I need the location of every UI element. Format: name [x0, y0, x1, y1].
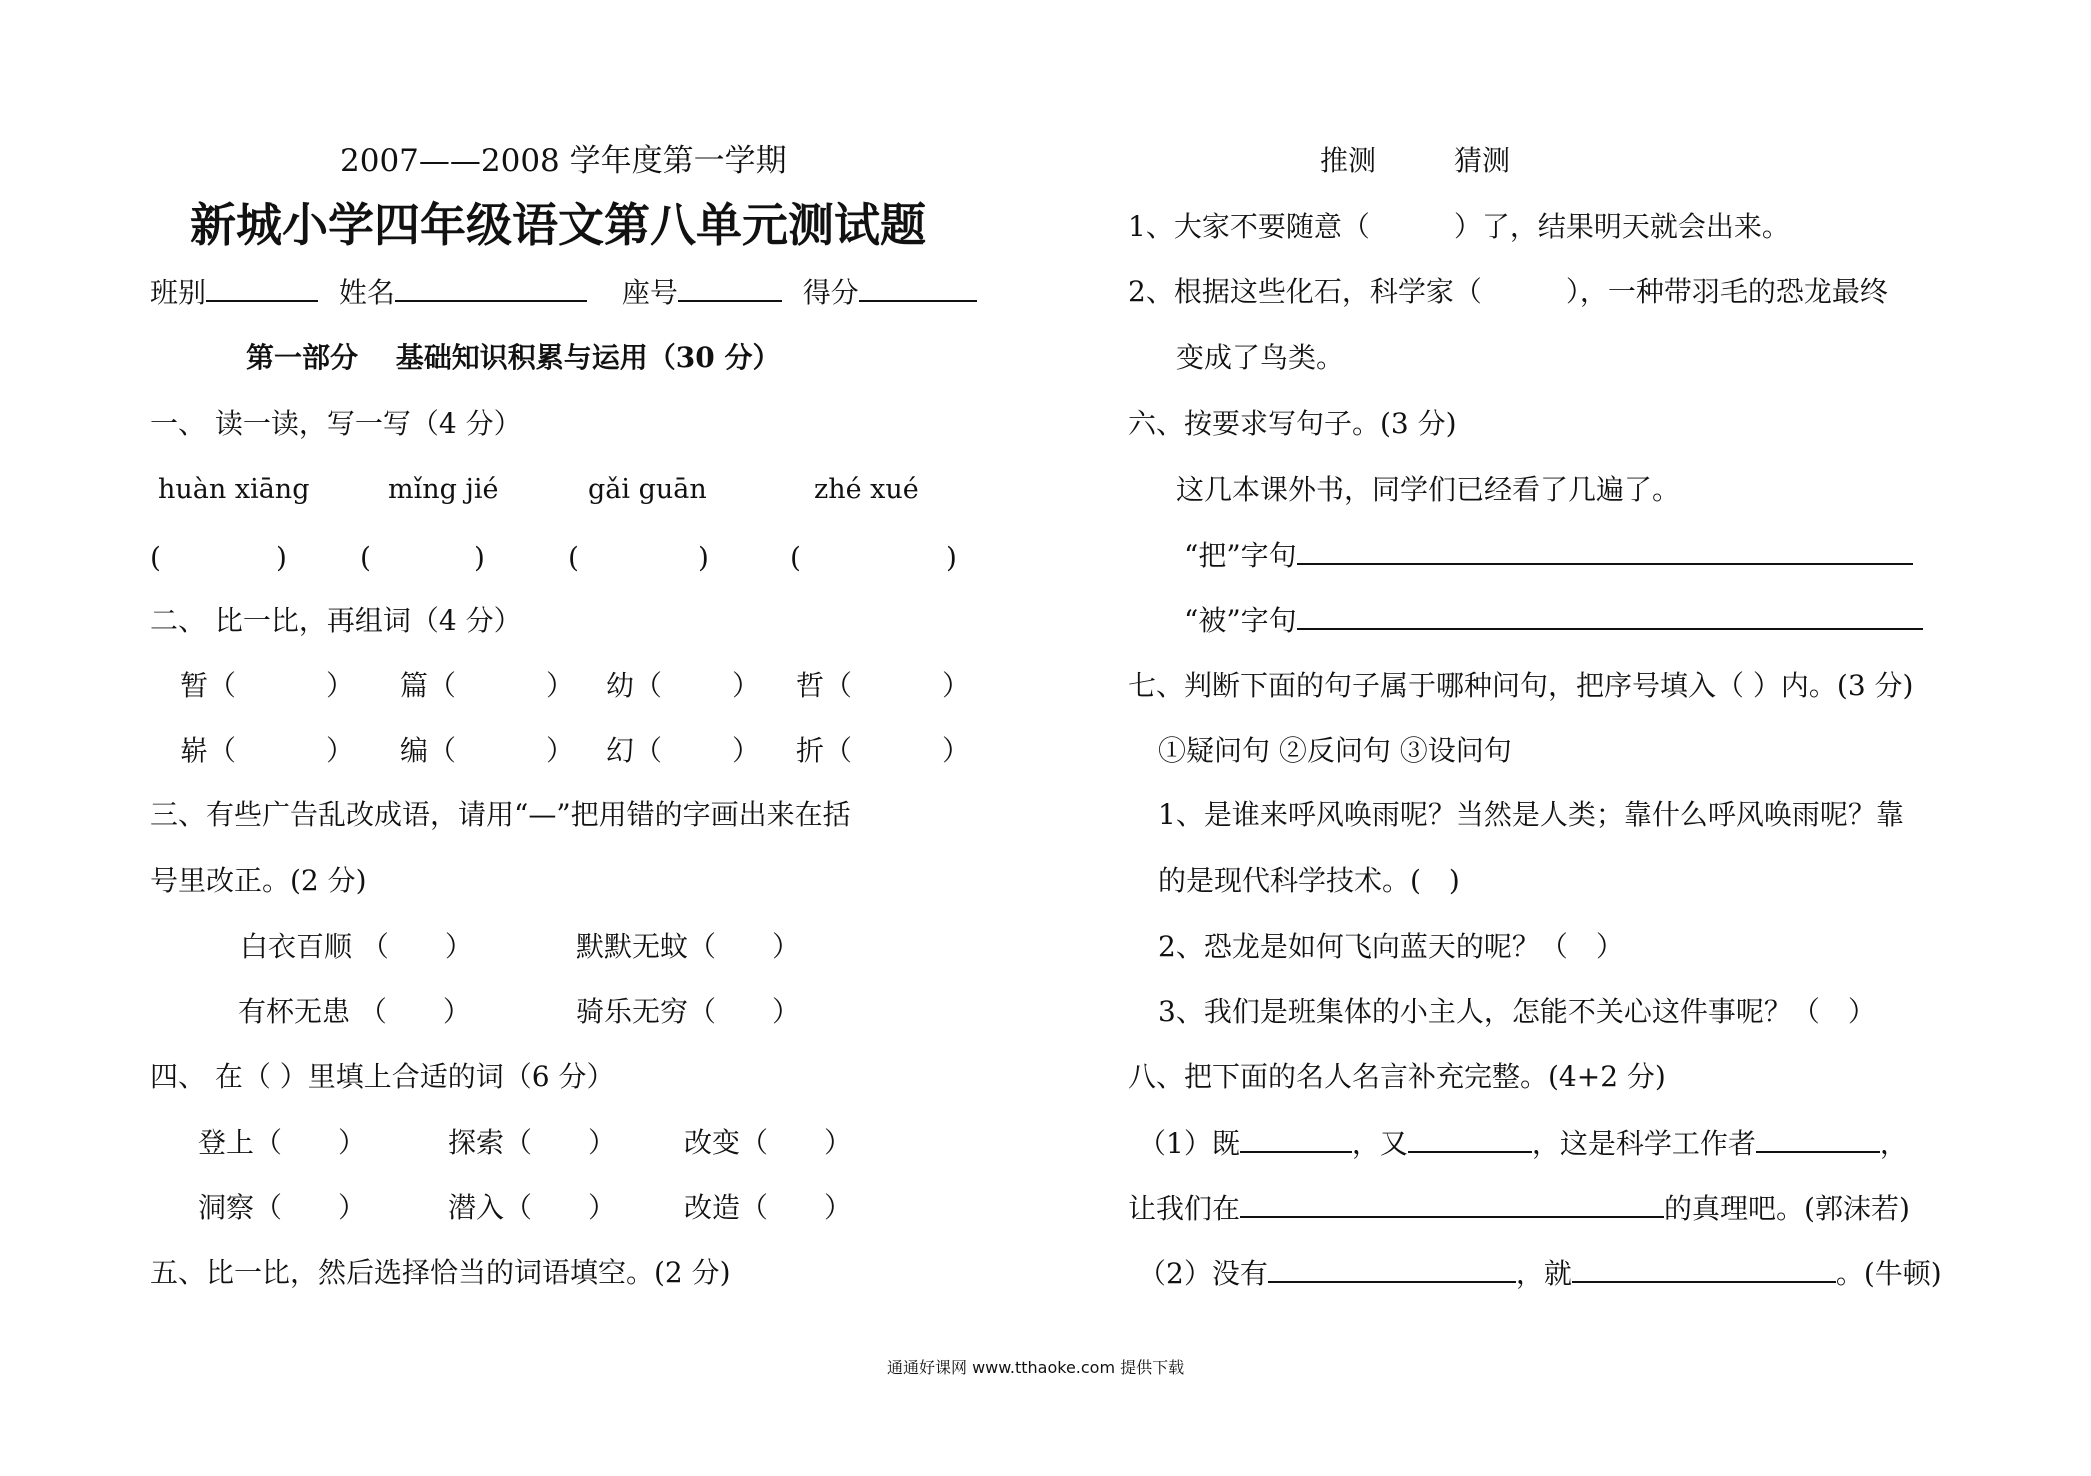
q2-r1-a-close: ） — [326, 669, 355, 702]
ba-label: “把”字句 — [1184, 539, 1297, 572]
q2-r2-b: 编（ — [400, 734, 457, 767]
q4-item-3: 改变（ ） — [684, 1126, 853, 1159]
q7-options: ①疑问句 ②反问句 ③设问句 — [1158, 734, 1512, 767]
q8-l1-c: ，这是科学工作者 — [1531, 1127, 1756, 1160]
q3-item-4: 骑乐无穷（ ） — [576, 995, 801, 1028]
answer-bracket-3-close: ) — [698, 541, 709, 574]
q8-blank-5[interactable] — [1268, 1255, 1516, 1283]
q8-l3-c: 。(牛顿) — [1835, 1257, 1942, 1290]
q2-r2-c: 幻（ — [606, 734, 663, 767]
q8-l1-d: ， — [1879, 1127, 1908, 1160]
q7-heading: 七、判断下面的句子属于哪种问句，把序号填入（ ）内。(3 分) — [1128, 669, 1914, 702]
q7-s1a: 1、是谁来呼风唤雨呢？当然是人类；靠什么呼风唤雨呢？靠 — [1158, 798, 1904, 831]
q8-blank-1[interactable] — [1240, 1125, 1352, 1153]
answer-bracket-3-open: ( — [568, 541, 579, 574]
q5-sentence-2b: 变成了鸟类。 — [1176, 341, 1345, 374]
pinyin-1: huàn xiāng — [158, 474, 310, 505]
q2-heading: 二、 比一比，再组词（4 分） — [150, 604, 522, 637]
q3-item-3: 有杯无患 （ ） — [238, 995, 471, 1028]
answer-bracket-4-open: ( — [790, 541, 801, 574]
q7-s1b: 的是现代科学技术。( ) — [1158, 864, 1460, 897]
q8-l3-b: ，就 — [1515, 1257, 1572, 1290]
pinyin-4: zhé xué — [814, 474, 919, 505]
q2-r1-b: 篇（ — [400, 669, 457, 702]
q8-blank-6[interactable] — [1572, 1255, 1836, 1283]
bei-sentence-row — [1184, 602, 1923, 639]
q8-l1-a: （1）既 — [1138, 1127, 1240, 1160]
ba-answer-line[interactable] — [1297, 537, 1913, 565]
q4-item-5: 潜入（ ） — [448, 1191, 617, 1224]
q8-blank-3[interactable] — [1756, 1125, 1880, 1153]
q4-heading: 四、 在（ ）里填上合适的词（6 分） — [150, 1060, 615, 1093]
q2-r2-b-close: ） — [546, 734, 575, 767]
q2-r1-a: 暂（ — [180, 669, 237, 702]
q8-l3-a: （2）没有 — [1138, 1257, 1268, 1290]
q8-line-2 — [1128, 1190, 1910, 1227]
seat-blank[interactable] — [678, 274, 782, 302]
q1-heading: 一、 读一读，写一写（4 分） — [150, 407, 522, 440]
ba-sentence-row — [1184, 537, 1913, 574]
q6-heading: 六、按要求写句子。(3 分) — [1128, 407, 1457, 440]
q8-line-1 — [1138, 1125, 1908, 1162]
info-fields — [150, 274, 977, 311]
q3-item-2: 默默无蚊（ ） — [576, 930, 801, 963]
q5-sentence-1: 1、大家不要随意（ ）了，结果明天就会出来。 — [1128, 210, 1790, 243]
answer-bracket-4-close: ) — [946, 541, 957, 574]
q4-item-2: 探索（ ） — [448, 1126, 617, 1159]
q3-heading-1: 三、有些广告乱改成语，请用“—”把用错的字画出来在括 — [150, 798, 851, 831]
bei-answer-line[interactable] — [1297, 602, 1923, 630]
q2-r2-d: 折（ — [796, 734, 853, 767]
score-label: 得分 — [802, 276, 859, 309]
term-line: 2007——2008 学年度第一学期 — [340, 143, 787, 179]
q2-r1-d: 哲（ — [796, 669, 853, 702]
bei-label: “被”字句 — [1184, 604, 1297, 637]
answer-bracket-1-open: ( — [150, 541, 161, 574]
class-blank[interactable] — [206, 274, 318, 302]
q8-blank-2[interactable] — [1408, 1125, 1532, 1153]
answer-bracket-1-close: ) — [276, 541, 287, 574]
q7-s3: 3、我们是班集体的小主人，怎能不关心这件事呢？（ ） — [1158, 995, 1876, 1028]
seat-label: 座号 — [621, 276, 678, 309]
answer-bracket-2-close: ) — [474, 541, 485, 574]
q3-heading-2: 号里改正。(2 分) — [150, 864, 367, 897]
q8-line-3 — [1138, 1255, 1942, 1292]
q8-blank-4[interactable] — [1240, 1190, 1664, 1218]
q2-r1-c: 幼（ — [606, 669, 663, 702]
q2-r2-a: 崭（ — [180, 734, 237, 767]
name-blank[interactable] — [395, 274, 587, 302]
q2-r2-d-close: ） — [942, 734, 971, 767]
q4-item-6: 改造（ ） — [684, 1191, 853, 1224]
q2-r1-c-close: ） — [732, 669, 761, 702]
pinyin-2: mǐng jié — [388, 474, 499, 505]
q2-r2-a-close: ） — [326, 734, 355, 767]
q4-item-1: 登上（ ） — [198, 1126, 367, 1159]
q5-sentence-2a: 2、根据这些化石，科学家（ ），一种带羽毛的恐龙最终 — [1128, 275, 1888, 308]
q5-heading: 五、比一比，然后选择恰当的词语填空。(2 分) — [150, 1256, 731, 1289]
q8-heading: 八、把下面的名人名言补充完整。(4+2 分) — [1128, 1060, 1666, 1093]
q8-l2-b: 的真理吧。(郭沫若) — [1664, 1192, 1910, 1225]
part1-title: 第一部分 基础知识积累与运用（30 分） — [246, 341, 781, 374]
q2-r2-c-close: ） — [732, 734, 761, 767]
name-label: 姓名 — [338, 276, 395, 309]
q6-sentence: 这几本课外书，同学们已经看了几遍了。 — [1176, 473, 1681, 506]
q2-r1-b-close: ） — [546, 669, 575, 702]
q4-item-4: 洞察（ ） — [198, 1191, 367, 1224]
answer-bracket-2-open: ( — [360, 541, 371, 574]
q7-s2: 2、恐龙是如何飞向蓝天的呢？（ ） — [1158, 930, 1624, 963]
q3-item-1: 白衣百顺 （ ） — [240, 930, 473, 963]
footer-credit: 通通好课网 www.tthaoke.com 提供下载 — [887, 1358, 1185, 1377]
q5-word-1: 推测 — [1320, 144, 1377, 177]
q5-word-2: 猜测 — [1454, 144, 1511, 177]
q8-l2-a: 让我们在 — [1128, 1192, 1241, 1225]
pinyin-3: gǎi guān — [588, 474, 707, 505]
q2-r1-d-close: ） — [942, 669, 971, 702]
q8-l1-b: ，又 — [1351, 1127, 1408, 1160]
exam-title: 新城小学四年级语文第八单元测试题 — [190, 198, 926, 252]
score-blank[interactable] — [859, 274, 977, 302]
class-label: 班别 — [150, 276, 207, 309]
